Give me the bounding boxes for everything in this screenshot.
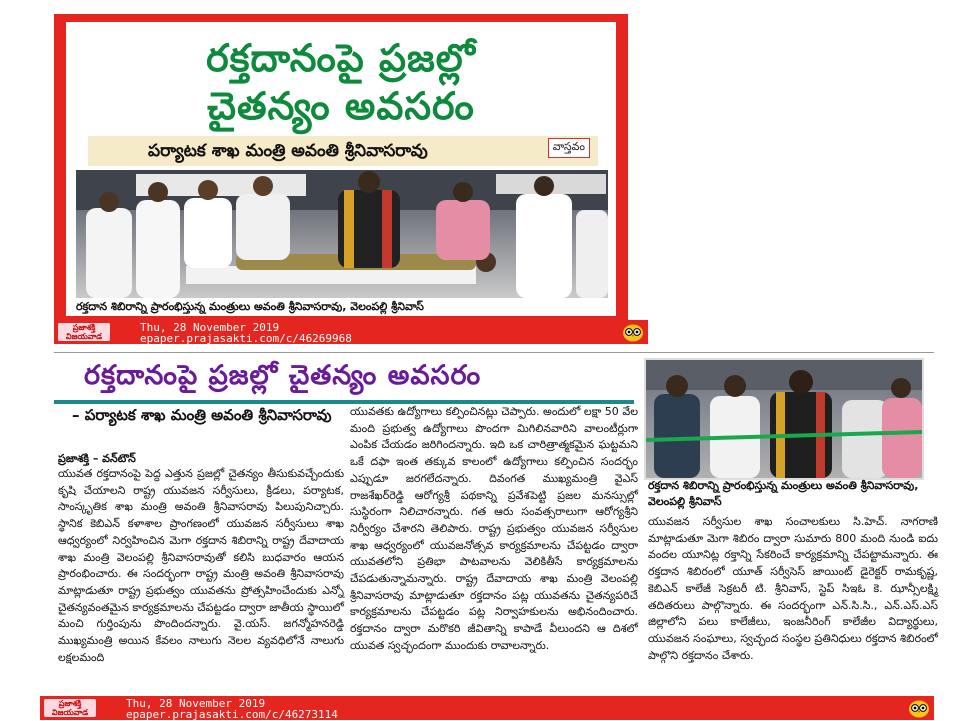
epaper-url[interactable]: epaper.prajasakti.com/c/46273114: [126, 708, 338, 721]
epaper-date: Thu, 28 November 2019: [126, 697, 266, 710]
prajasakti-logo: ప్రజాశక్తి విజయవాడ: [58, 323, 110, 341]
news-clipping-1: [54, 14, 628, 344]
photo-caption: రక్తదాన శిబిరాన్ని ప్రారంభిస్తున్న మంత్రులు అవంతి శ్రీనివాసరావు, వెలంపల్లి శ్రీనివాస్: [76, 300, 424, 313]
subheadline: పర్యాటక శాఖ మంత్రి అవంతి శ్రీనివాసరావు: [148, 141, 428, 161]
headline-line-1: రక్తదానంపై ప్రజల్లో: [206, 36, 476, 80]
photo-illustration: [646, 360, 922, 478]
subheadline-bar: [88, 136, 598, 166]
epaper-url[interactable]: epaper.prajasakti.com/c/46269968: [140, 332, 352, 345]
owl-icon: [908, 698, 930, 718]
dateline: ప్రజాశక్తి – వన్‌టౌన్: [58, 452, 136, 465]
headline-line-2: చైతన్యం అవసరం: [207, 84, 475, 128]
photo-tag: వాస్తవం: [548, 138, 590, 158]
epaper-footer-1: [54, 320, 648, 344]
subtitle: – పర్యాటక శాఖ మంత్రి అవంతి శ్రీనివాసరావు: [72, 406, 332, 424]
prajasakti-logo: ప్రజాశక్తి విజయవాడ: [44, 699, 96, 717]
top-divider: [54, 352, 934, 353]
news-photo-blood-donation: [76, 170, 608, 298]
photo-illustration: [76, 170, 608, 298]
photo-caption: రక్తదాన శిబిరాన్ని ప్రారంభిస్తున్న మంత్రులు అవంతి శ్రీనివాసరావు, వెలంపల్లి శ్రీనివాస్: [648, 479, 919, 508]
epaper-date: Thu, 28 November 2019: [140, 321, 280, 334]
news-photo-ribbon-cutting: [644, 358, 924, 480]
clipping-content: [66, 22, 616, 316]
article-column-3: యువజన సర్వీసుల శాఖ సంచాలకులు సి.హెచ్. నాగరాణి మాట్లాడుతూ మెగా శిబిరం ద్వారా సుమారు 800 మంది నుండి ఐదు వందల యూనిట్ల రక్తాన్ని సేకరించే కార్యక్రమాన్ని చేపట్టామన్నారు. ఈ రక్తదాన శిబిరంలో యూత్ సర్వీసెస్ జాయింట్ డైరెక్టర్ రామకృష్ణ, కెబిఎన్ కాలేజీ సెక్రటరీ టి. శ్రీనివాస్, స్టెప్ సిఇఓ కె. ఝాన్సీలక్ష్మి తదితరులు పాల్గొన్నారు. ఈ సందర్భంగా ఎన్.సి.సి., ఎన్.ఎస్.ఎస్ జిల్లాలోని పలు కాలేజీలు, ఇంజనీరింగ్ కాలేజీల విద్యార్థులు, యువజన సంఘాలు, స్వచ్ఛంద సంస్థల ప్రతినిధులు రక్తదాన శిబిరంలో పాల్గొని రక్తదానం చేశారు.: [648, 515, 938, 662]
owl-icon: [622, 322, 644, 342]
headline: రక్తదానంపై ప్రజల్లో చైతన్యం అవసరం: [84, 360, 482, 391]
article-column-1: యువత రక్తదానంపై పెద్ద ఎత్తున ప్రజల్లో చైతన్యం తీసుకువచ్చేందుకు కృషి చేయాలని రాష్ట్ర యువజన సర్వీసులు, క్రీడలు, పర్యాటక, సాంస్కృతిక శాఖ మంత్రి అవంతి శ్రీనివాసరావు పిలుపునిచ్చారు. స్థానిక కెబిఎన్ కళాశాల ప్రాంగణంలో యువజన సర్వీసులు శాఖ ఆధ్వర్యంలో నిర్వహించిన మెగా రక్తదాన శిబిరాన్ని రాష్ట్ర దేవాదాయ శాఖ మంత్రి వెలంపల్లి శ్రీనివాసరావుతో కలిసి బుధవారం ఆయన ప్రారంభించారు. ఈ సందర్భంగా రాష్ట్ర మంత్రి అవంతి శ్రీనివాసరావు మాట్లాడుతూ రాష్ట్ర ప్రభుత్వం యువతను ప్రోత్సహించేందుకు ఎన్నో చైతన్యవంతమైన కార్యక్రమాలను చేపట్టడం ద్వారా జాతీయ స్థాయిలో మంచి గుర్తింపును పొందిందన్నారు. వై.యస్. జగన్మోహనరెడ్డి ముఖ్యమంత్రి అయిన కేవలం నాలుగు నెలల వ్యవధిలోనే నాలుగు లక్షలమంది: [58, 467, 344, 664]
epaper-footer-2: [40, 696, 934, 720]
article-column-2: యువతకు ఉద్యోగాలు కల్పించినట్లు చెప్పారు. అందులో లక్షా 50 వేల మంది ప్రభుత్వ ఉద్యోగాలు పొందగా మిగిలినవారిని వాలంటీర్లుగా ఎంపిక చేయడం జరిగిందన్నారు. ఇది ఒక చారిత్రాత్మకమైన ఘట్టమని ఒకే దఫా ఇంత తక్కువ కాలంలో ఉద్యోగాలు కల్పించిన సందర్భం ఎప్పుడూ జరగలేదన్నారు. దివంగత ముఖ్యమంత్రి వైఎస్ రాజశేఖర్‌రెడ్డి ఆరోగ్యశ్రీ పథకాన్ని ప్రవేశపెట్టి ప్రజల మనస్సుల్లో సుస్థిరంగా నిలిచారన్నారు. గత ఆరు సంవత్సరాలుగా ఆరోగ్యశ్రీని నిర్వీర్యం చేశారని తెలిపారు. రాష్ట్ర ప్రభుత్వం యువజన సర్వీసుల శాఖ ఆధ్వర్యంలో యువజనోత్సవ కార్యక్రమాలను చేపట్టడం ద్వారా యువతలోని ప్రతిభా పాటవాలను వెలికితీసే కార్యక్రమాలను చేపడుతున్నామన్నారు. రాష్ట్ర దేవాదాయ శాఖ మంత్రి వెలంపల్లి శ్రీనివాసరావు మాట్లాడుతూ రక్తదానం పట్ల యువతను చైతన్యపరిచే కార్యక్రమాలను చేపట్టడం పట్ల నిర్వాహకులను అభినందించారు. రక్తదానం ద్వారా మరొకరి జీవితాన్ని కాపాడే వీలుందని ఆ దిశలో యువత స్వచ్ఛందంగా ముందుకు రావాలన్నారు.: [350, 405, 638, 652]
news-clipping-2: [51, 352, 938, 721]
